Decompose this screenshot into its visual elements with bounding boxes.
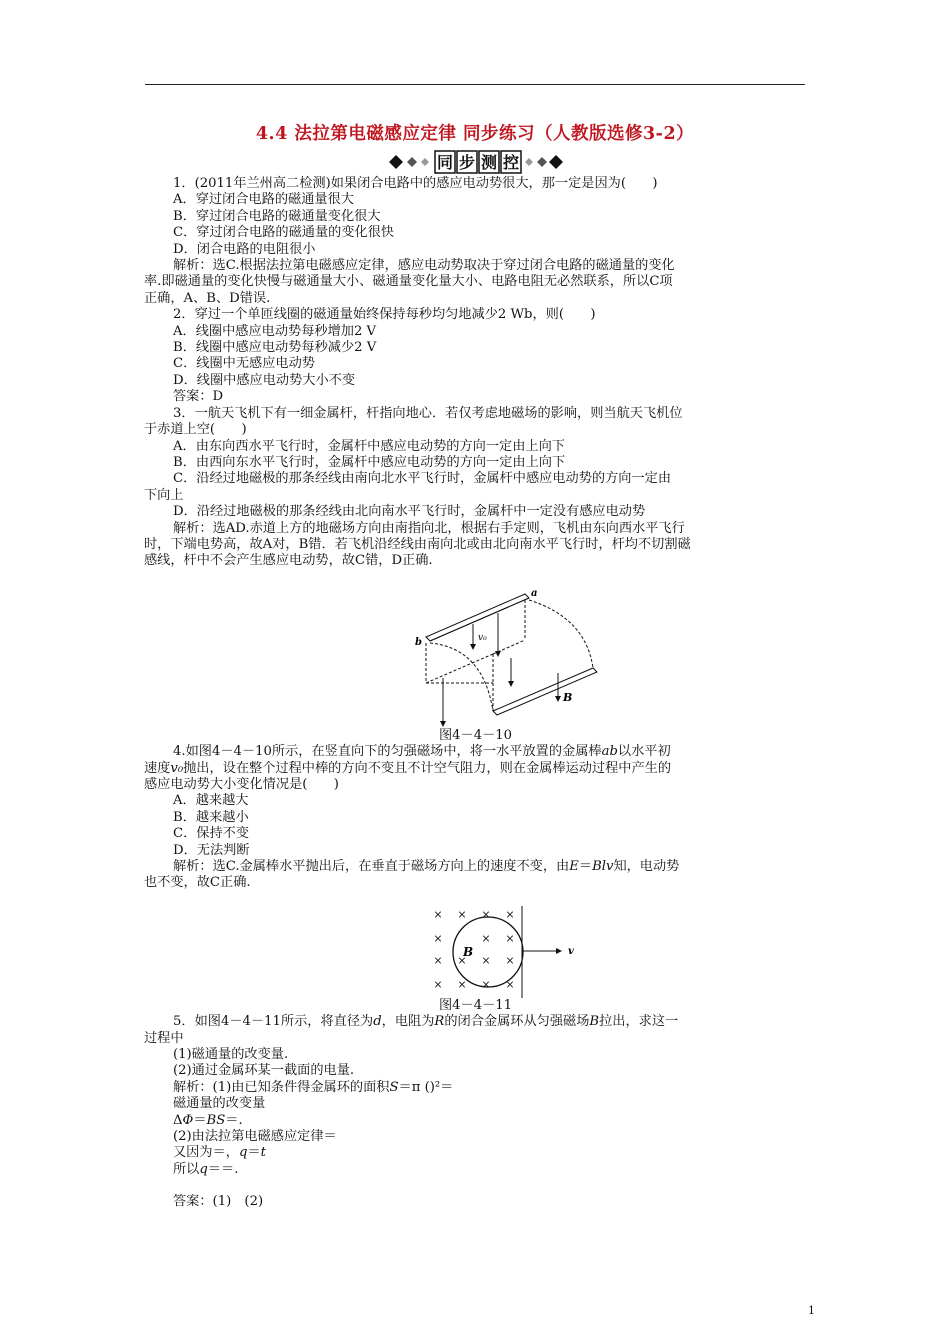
q5-analysis-3-mid: ＝: [193, 1112, 207, 1128]
q4-var-Blv: Blv: [592, 859, 614, 874]
q5-analysis-6-pre: 所以: [173, 1161, 200, 1177]
q4-stem-1: [173, 744, 808, 760]
q5-stem-1-mid: ，电阻为: [381, 1014, 435, 1030]
q4-stem-3: 感应电动势大小变化情况是( ): [144, 776, 339, 792]
cross-9: ×: [457, 953, 467, 967]
q5-answer: 答案：(1) (2): [173, 1194, 264, 1210]
q2-stem: 2．穿过一个单匝线圈的磁通量始终保持每秒均匀地减少2 Wb，则( ): [173, 307, 596, 323]
q3-option-c-1: C．沿经过地磁极的那条经线由南向北水平飞行时，金属杆中感应电动势的方向一定由: [173, 471, 672, 487]
cross-12: ×: [433, 977, 443, 991]
q4-option-c: C．保持不变: [173, 826, 250, 842]
q5-analysis-6: [173, 1162, 808, 1178]
q5-analysis-1-post: ＝π ()²＝: [398, 1079, 454, 1095]
cross-14: ×: [481, 977, 491, 991]
q2-option-b: B．线圈中感应电动势每秒减少2 V: [173, 340, 377, 356]
q5-var-B: B: [589, 1014, 600, 1030]
q5-var-d: d: [373, 1014, 382, 1030]
q4-stem-1-post: 以水平初: [617, 744, 671, 760]
section-banner: [385, 149, 565, 175]
q4-option-d: D．无法判断: [173, 842, 250, 858]
cross-15: ×: [505, 977, 515, 991]
cross-3: ×: [481, 907, 491, 921]
q1-analysis-2: 率.即磁通量的变化快慢与磁通量大小、磁通量变化量大小、电路电阻无必然联系，所以C项: [144, 274, 673, 290]
label-v: v: [568, 945, 574, 957]
q3-analysis-3: 感线，杆中不会产生感应电动势，故C错，D正确.: [144, 553, 433, 569]
label-v0: v₀: [478, 632, 487, 643]
q4-var-v0: v₀: [170, 760, 184, 776]
q1-option-a: A．穿过闭合电路的磁通量很大: [173, 192, 354, 208]
q4-stem-2-pre: 速度: [144, 760, 171, 776]
q3-option-b: B．由西向东水平飞行时，金属杆中感应电动势的方向一定由上向下: [173, 454, 566, 470]
q5-stem-1-post: 拉出，求这一: [599, 1014, 679, 1030]
q1-analysis-3: 正确，A、B、D错误.: [144, 290, 271, 306]
q5-analysis-5-mid: ＝: [247, 1145, 261, 1161]
q3-option-c-2: 下向上: [144, 487, 184, 503]
q5-part-2: (2)通过金属环某一截面的电量.: [173, 1063, 355, 1079]
q1-analysis-1: 解析：选C.根据法拉第电磁感应定律，感应电动势取决于穿过闭合电路的磁通量的变化: [173, 258, 675, 274]
q4-analysis-2: 也不变，故C正确.: [144, 875, 251, 891]
q4-option-b: B．越来越小: [173, 809, 249, 825]
q2-option-d: D．线圈中感应电动势大小不变: [173, 372, 356, 388]
page-number: 1: [808, 1304, 815, 1317]
cross-2: ×: [457, 907, 467, 921]
banner-char-3: 测: [480, 153, 498, 172]
q3-option-d: D．沿经过地磁极的那条经线由北向南水平飞行时，金属杆中一定没有感应电动势: [173, 504, 646, 520]
q4-var-ab: ab: [601, 744, 618, 760]
cross-8: ×: [433, 953, 443, 967]
q5-var-phi: Φ: [182, 1112, 194, 1128]
q5-analysis-3-post: ＝.: [225, 1112, 243, 1128]
q2-answer: 答案：D: [173, 389, 224, 405]
label-b: b: [415, 636, 422, 648]
figure-4-4-10-caption: 图4－4－10: [438, 727, 513, 743]
q5-var-t: t: [260, 1145, 266, 1161]
label-field-B: B: [463, 944, 474, 959]
cross-5: ×: [433, 931, 443, 945]
q4-stem-2: [144, 761, 808, 777]
figure-4-4-11: [428, 906, 598, 998]
q5-stem-1: [173, 1014, 808, 1030]
q5-analysis-1: [173, 1080, 808, 1096]
label-field-B: B: [563, 690, 573, 704]
q1-option-d: D．闭合电路的电阻很小: [173, 241, 316, 257]
cross-11: ×: [505, 953, 515, 967]
q5-stem-1-mid2: 的闭合金属环从匀强磁场: [444, 1014, 590, 1030]
q4-var-E: E: [569, 859, 579, 874]
q5-analysis-3-pre: Δ: [173, 1112, 183, 1128]
cross-1: ×: [433, 907, 443, 921]
q5-analysis-2: 磁通量的改变量: [173, 1096, 266, 1112]
cross-6: ×: [481, 931, 491, 945]
label-a: a: [531, 587, 538, 599]
q4-stem-1-pre: 4.如图4－4－10所示，在竖直向下的匀强磁场中，将一水平放置的金属棒: [173, 744, 602, 760]
q3-analysis-2: 时，下端电势高，故A对，B错．若飞机沿经线由南向北或由北向南水平飞行时，杆均不切割磁: [144, 536, 691, 552]
q3-stem-2: 于赤道上空( ): [144, 422, 247, 438]
banner-char-2: 步: [458, 153, 476, 172]
cross-10: ×: [481, 953, 491, 967]
q5-part-1: (1)磁通量的改变量.: [173, 1047, 289, 1063]
figure-4-4-10: [398, 588, 598, 728]
q5-analysis-5-pre: 又因为＝，: [173, 1145, 239, 1161]
q5-var-S: S: [389, 1079, 399, 1095]
spacer: [173, 1178, 808, 1194]
lower-rod: [493, 668, 597, 715]
banner-char-4: 控: [502, 153, 520, 172]
q4-analysis-1: [173, 859, 808, 875]
q3-option-a: A．由东向西水平飞行时，金属杆中感应电动势的方向一定由上向下: [173, 438, 565, 454]
banner-char-1: 同: [436, 153, 454, 172]
diamond-right-icon: [525, 155, 563, 169]
page-title: 4.4 法拉第电磁感应定律 同步练习（人教版选修3-2）: [255, 124, 695, 144]
header-rule: [145, 84, 805, 85]
cross-13: ×: [457, 977, 467, 991]
q5-analysis-6-post: ＝＝.: [207, 1161, 239, 1177]
diamond-left-icon: [389, 155, 429, 169]
q3-stem-1: 3．一航天飞机下有一细金属杆，杆指向地心．若仅考虑地磁场的影响，则当航天飞机位: [173, 405, 683, 421]
q5-stem-1-pre: 5．如图4－4－11所示，将直径为: [173, 1014, 374, 1030]
q4-analysis-1-eq: ＝: [578, 859, 593, 874]
q5-analysis-3: [173, 1113, 808, 1129]
q5-var-BS: BS: [206, 1112, 226, 1128]
q5-analysis-5: [173, 1145, 808, 1161]
q4-analysis-1-pre: 解析：选C.金属棒水平抛出后，在垂直于磁场方向上的速度不变，由: [173, 859, 570, 874]
q1-option-b: B．穿过闭合电路的磁通量变化很大: [173, 208, 381, 224]
q2-option-c: C．线圈中无感应电动势: [173, 356, 315, 372]
figure-4-4-11-caption: 图4－4－11: [438, 997, 513, 1013]
q4-analysis-1-post: 知，电动势: [613, 859, 680, 874]
q4-stem-2-post: 抛出，设在整个过程中棒的方向不变且不计空气阻力，则在金属棒运动过程中产生的: [183, 760, 672, 776]
cross-4: ×: [505, 907, 515, 921]
q5-var-q2: q: [199, 1161, 208, 1177]
exercise-content: [144, 176, 808, 1211]
q5-analysis-1-pre: 解析：(1)由已知条件得金属环的面积: [173, 1079, 390, 1095]
q1-stem: 1．(2011年兰州高二检测)如果闭合电路中的感应电动势很大，那一定是因为( ): [173, 176, 658, 191]
q1-option-c: C．穿过闭合电路的磁通量的变化很快: [173, 225, 395, 241]
q5-var-q: q: [238, 1145, 248, 1161]
q4-option-a: A．越来越大: [173, 793, 249, 809]
q5-var-R: R: [434, 1014, 445, 1030]
q5-analysis-4: (2)由法拉第电磁感应定律＝: [173, 1129, 337, 1145]
q3-analysis-1: 解析：选AD.赤道上方的地磁场方向由南指向北，根据右手定则，飞机由东向西水平飞行: [173, 520, 685, 536]
q5-stem-2: 过程中: [144, 1030, 184, 1046]
cross-7: ×: [505, 931, 515, 945]
q2-option-a: A．线圈中感应电动势每秒增加2 V: [173, 323, 377, 339]
